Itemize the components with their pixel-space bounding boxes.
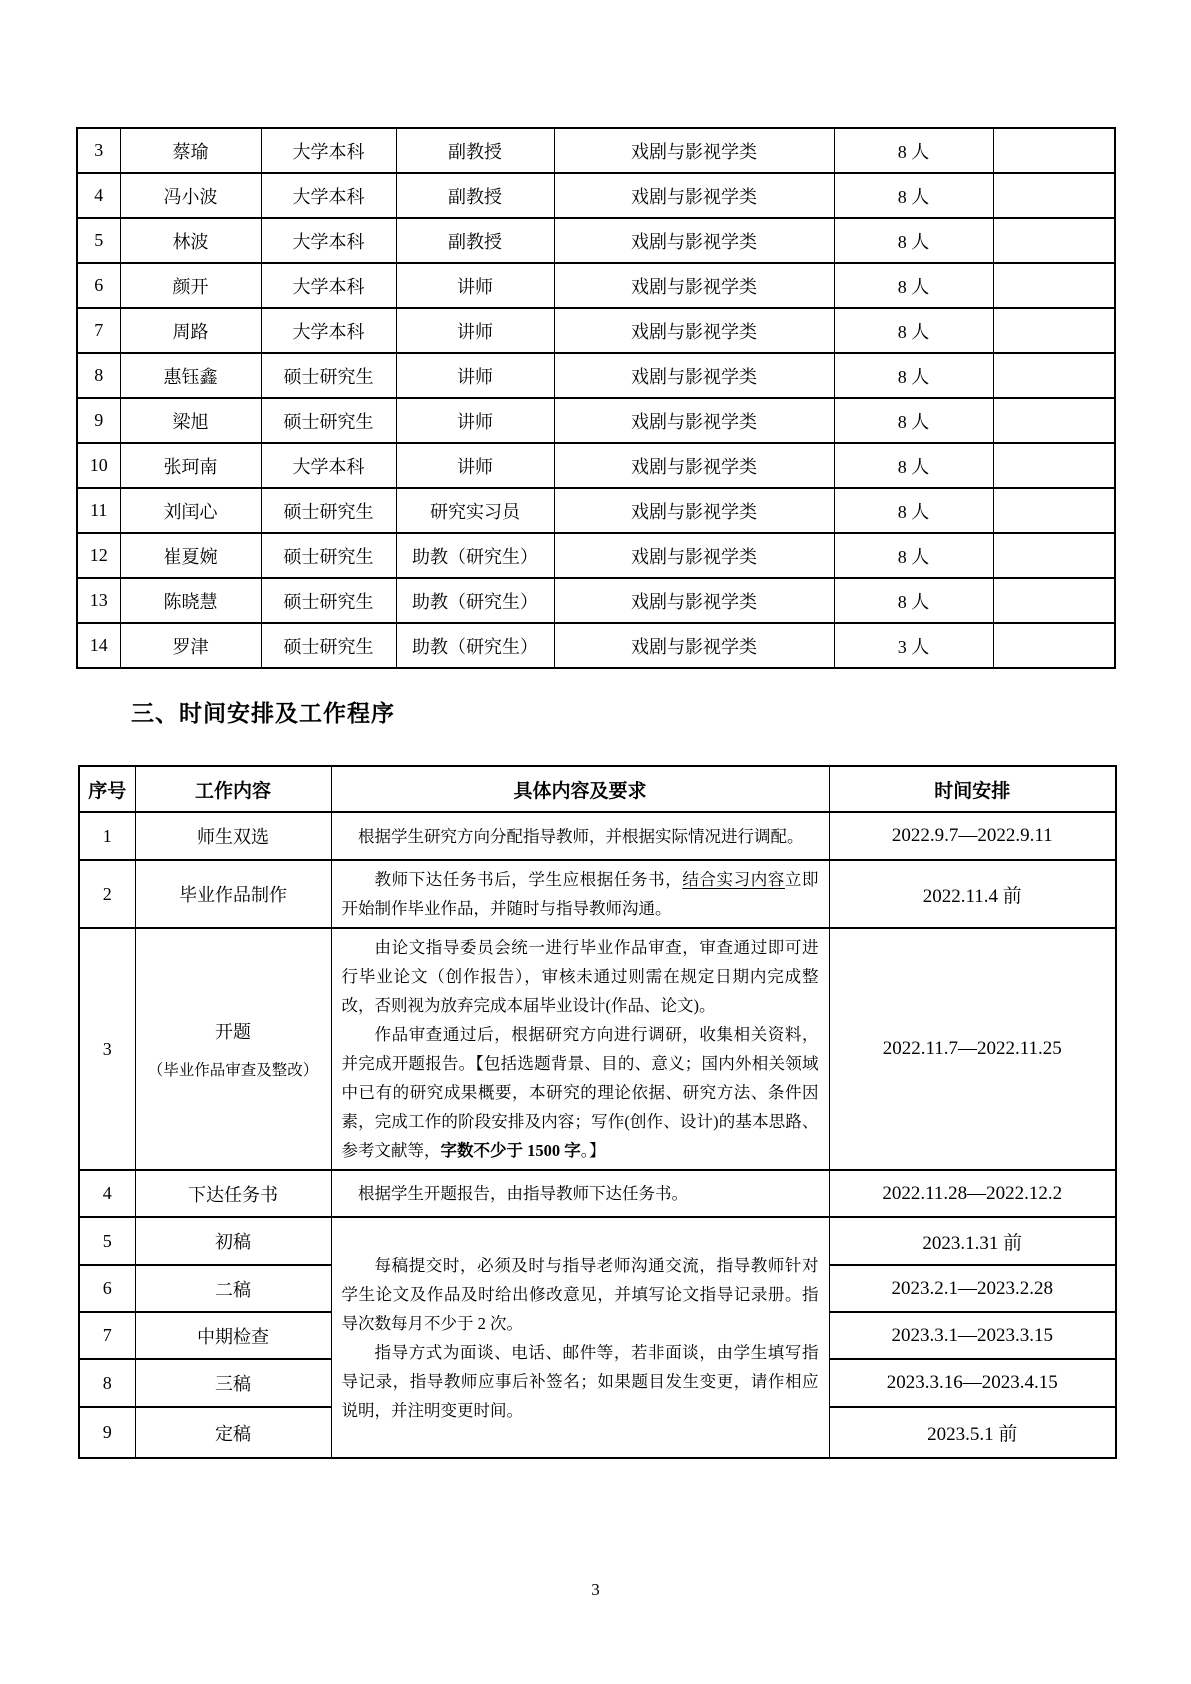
schedule-work: 三稿: [135, 1359, 331, 1407]
table-row: [77, 398, 1115, 443]
roster-education: 硕士研究生: [261, 623, 396, 668]
roster-count: 3 人: [834, 623, 993, 668]
roster-note: [993, 128, 1115, 173]
page-number: 3: [591, 1580, 600, 1599]
detail-paragraph: 指导方式为面谈、电话、邮件等，若非面谈，由学生填写指导记录，指导教师应事后补签名；如果题目发生变更，请作相应说明，并注明变更时间。: [341, 1342, 819, 1420]
roster-title: 讲师: [396, 263, 554, 308]
col-header-time: 时间安排: [829, 766, 1116, 812]
detail-paragraph: 根据学生开题报告，由指导教师下达任务书。: [358, 1184, 688, 1203]
underlined-text: 结合实习内容: [682, 870, 785, 889]
table-row: [79, 1170, 1116, 1217]
schedule-time: 2022.11.7—2022.11.25: [829, 928, 1116, 1170]
schedule-work: 毕业作品制作: [135, 860, 331, 928]
roster-education: 大学本科: [261, 218, 396, 263]
roster-note: [993, 623, 1115, 668]
roster-count: 8 人: [834, 398, 993, 443]
table-row: [79, 812, 1116, 860]
schedule-work: 中期检查: [135, 1312, 331, 1359]
table-row: [77, 308, 1115, 353]
roster-education: 硕士研究生: [261, 353, 396, 398]
roster-note: [993, 578, 1115, 623]
schedule-work: 二稿: [135, 1265, 331, 1312]
roster-education: 硕士研究生: [261, 398, 396, 443]
roster-category: 戏剧与影视学类: [554, 173, 834, 218]
table-row: [77, 173, 1115, 218]
roster-name: 冯小波: [120, 173, 261, 218]
roster-title: 讲师: [396, 308, 554, 353]
schedule-table: [78, 765, 1117, 1459]
roster-count: 8 人: [834, 218, 993, 263]
roster-count: 8 人: [834, 353, 993, 398]
detail-paragraph: [342, 1020, 819, 1165]
roster-education: 大学本科: [261, 128, 396, 173]
roster-name: 陈晓慧: [120, 578, 261, 623]
work-sub-label: （毕业作品审查及整改）: [147, 1062, 319, 1079]
schedule-time: 2022.11.28—2022.12.2: [829, 1170, 1116, 1217]
roster-count: 8 人: [834, 308, 993, 353]
schedule-detail: [331, 928, 829, 1170]
roster-education: 硕士研究生: [261, 488, 396, 533]
roster-education: 大学本科: [261, 443, 396, 488]
roster-count: 8 人: [834, 533, 993, 578]
schedule-work: 师生双选: [135, 812, 331, 860]
schedule-time: 2023.3.1—2023.3.15: [829, 1312, 1116, 1359]
schedule-no: 3: [79, 928, 135, 1170]
schedule-time: 2023.2.1—2023.2.28: [829, 1265, 1116, 1312]
schedule-no: 5: [79, 1217, 135, 1265]
roster-no: 4: [77, 173, 120, 218]
schedule-detail-merged: [331, 1217, 829, 1458]
roster-title: 研究实习员: [396, 488, 554, 533]
bold-text: 字数不少于 1500 字: [440, 1141, 581, 1160]
roster-count: 8 人: [834, 578, 993, 623]
roster-category: 戏剧与影视学类: [554, 128, 834, 173]
roster-title: 助教（研究生）: [396, 533, 554, 578]
roster-name: 颜开: [120, 263, 261, 308]
roster-category: 戏剧与影视学类: [554, 398, 834, 443]
roster-no: 3: [77, 128, 120, 173]
col-header-no: 序号: [79, 766, 135, 812]
roster-note: [993, 263, 1115, 308]
table-row: [77, 263, 1115, 308]
table-row: [77, 128, 1115, 173]
roster-note: [993, 308, 1115, 353]
roster-name: 蔡瑜: [120, 128, 261, 173]
detail-text: 立即开始制作毕业作品，并随时与指导教师沟通。: [341, 870, 819, 918]
roster-no: 7: [77, 308, 120, 353]
work-main-label: 开题: [215, 1022, 251, 1042]
schedule-detail: [331, 812, 829, 860]
roster-name: 周路: [120, 308, 261, 353]
roster-no: 8: [77, 353, 120, 398]
table-header-row: [79, 766, 1116, 812]
roster-education: 硕士研究生: [261, 578, 396, 623]
col-header-detail: 具体内容及要求: [331, 766, 829, 812]
detail-text: 教师下达任务书后，学生应根据任务书，: [374, 870, 683, 889]
roster-category: 戏剧与影视学类: [554, 623, 834, 668]
table-row: [79, 1217, 1116, 1265]
roster-no: 5: [77, 218, 120, 263]
schedule-detail: [331, 860, 829, 928]
roster-name: 惠钰鑫: [120, 353, 261, 398]
roster-no: 12: [77, 533, 120, 578]
roster-name: 罗津: [120, 623, 261, 668]
roster-category: 戏剧与影视学类: [554, 263, 834, 308]
roster-name: 林波: [120, 218, 261, 263]
roster-name: 张珂南: [120, 443, 261, 488]
roster-no: 9: [77, 398, 120, 443]
roster-category: 戏剧与影视学类: [554, 218, 834, 263]
schedule-time: 2023.1.31 前: [829, 1217, 1116, 1265]
schedule-no: 6: [79, 1265, 135, 1312]
detail-paragraph: [342, 865, 819, 923]
schedule-no: 4: [79, 1170, 135, 1217]
col-header-work: 工作内容: [135, 766, 331, 812]
roster-count: 8 人: [834, 488, 993, 533]
roster-no: 6: [77, 263, 120, 308]
roster-note: [993, 443, 1115, 488]
table-row: [79, 928, 1116, 1170]
roster-count: 8 人: [834, 128, 993, 173]
roster-category: 戏剧与影视学类: [554, 443, 834, 488]
roster-title: 讲师: [396, 353, 554, 398]
detail-paragraph: 每稿提交时，必须及时与指导老师沟通交流，指导教师针对学生论文及作品及时给出修改意见，并填写论文指导记录册。指导次数每月不少于 2 次。: [341, 1255, 819, 1333]
roster-category: 戏剧与影视学类: [554, 578, 834, 623]
roster-no: 14: [77, 623, 120, 668]
roster-title: 副教授: [396, 128, 554, 173]
table-row: [77, 218, 1115, 263]
roster-count: 8 人: [834, 443, 993, 488]
table-row: [77, 443, 1115, 488]
roster-title: 助教（研究生）: [396, 623, 554, 668]
schedule-no: 9: [79, 1407, 135, 1458]
roster-note: [993, 488, 1115, 533]
schedule-detail: [331, 1170, 829, 1217]
schedule-work: 下达任务书: [135, 1170, 331, 1217]
schedule-time: 2022.11.4 前: [829, 860, 1116, 928]
roster-education: 大学本科: [261, 263, 396, 308]
roster-category: 戏剧与影视学类: [554, 533, 834, 578]
roster-education: 大学本科: [261, 173, 396, 218]
detail-paragraph: 根据学生研究方向分配指导教师，并根据实际情况进行调配。: [358, 826, 804, 846]
roster-no: 11: [77, 488, 120, 533]
roster-note: [993, 353, 1115, 398]
roster-no: 10: [77, 443, 120, 488]
schedule-time: 2022.9.7—2022.9.11: [829, 812, 1116, 860]
schedule-time: 2023.3.16—2023.4.15: [829, 1359, 1116, 1407]
roster-title: 讲师: [396, 398, 554, 443]
schedule-work: 定稿: [135, 1407, 331, 1458]
schedule-time: 2023.5.1 前: [829, 1407, 1116, 1458]
schedule-no: 7: [79, 1312, 135, 1359]
schedule-no: 2: [79, 860, 135, 928]
roster-category: 戏剧与影视学类: [554, 488, 834, 533]
table-row: [77, 353, 1115, 398]
schedule-no: 1: [79, 812, 135, 860]
schedule-work: 初稿: [135, 1217, 331, 1265]
roster-count: 8 人: [834, 263, 993, 308]
roster-note: [993, 218, 1115, 263]
roster-name: 刘闰心: [120, 488, 261, 533]
roster-title: 副教授: [396, 218, 554, 263]
roster-category: 戏剧与影视学类: [554, 353, 834, 398]
detail-text: 作品审查通过后，根据研究方向进行调研，收集相关资料，并完成开题报告。【包括选题背景、目的、意义；国内外相关领域中已有的研究成果概要，本研究的理论依据、研究方法、条件因素，完成工作的阶段安排及内容；写作(创作、设计)的基本思路、参考文献等，: [341, 1025, 819, 1160]
detail-paragraph: 由论文指导委员会统一进行毕业作品审查，审查通过即可进行毕业论文（创作报告），审核未通过则需在规定日期内完成整改，否则视为放弃完成本届毕业设计(作品、论文)。: [341, 938, 819, 1015]
roster-table: [76, 127, 1116, 669]
roster-note: [993, 173, 1115, 218]
roster-title: 助教（研究生）: [396, 578, 554, 623]
roster-education: 硕士研究生: [261, 533, 396, 578]
roster-note: [993, 398, 1115, 443]
roster-note: [993, 533, 1115, 578]
roster-no: 13: [77, 578, 120, 623]
schedule-work: [135, 928, 331, 1170]
table-row: [77, 533, 1115, 578]
detail-text: 。】: [580, 1141, 606, 1160]
roster-title: 讲师: [396, 443, 554, 488]
roster-title: 副教授: [396, 173, 554, 218]
roster-name: 梁旭: [120, 398, 261, 443]
roster-education: 大学本科: [261, 308, 396, 353]
table-row: [79, 860, 1116, 928]
roster-name: 崔夏婉: [120, 533, 261, 578]
schedule-no: 8: [79, 1359, 135, 1407]
table-row: [77, 578, 1115, 623]
roster-category: 戏剧与影视学类: [554, 308, 834, 353]
table-row: [77, 488, 1115, 533]
section-heading: 三、时间安排及工作程序: [131, 700, 395, 726]
table-row: [77, 623, 1115, 668]
roster-count: 8 人: [834, 173, 993, 218]
